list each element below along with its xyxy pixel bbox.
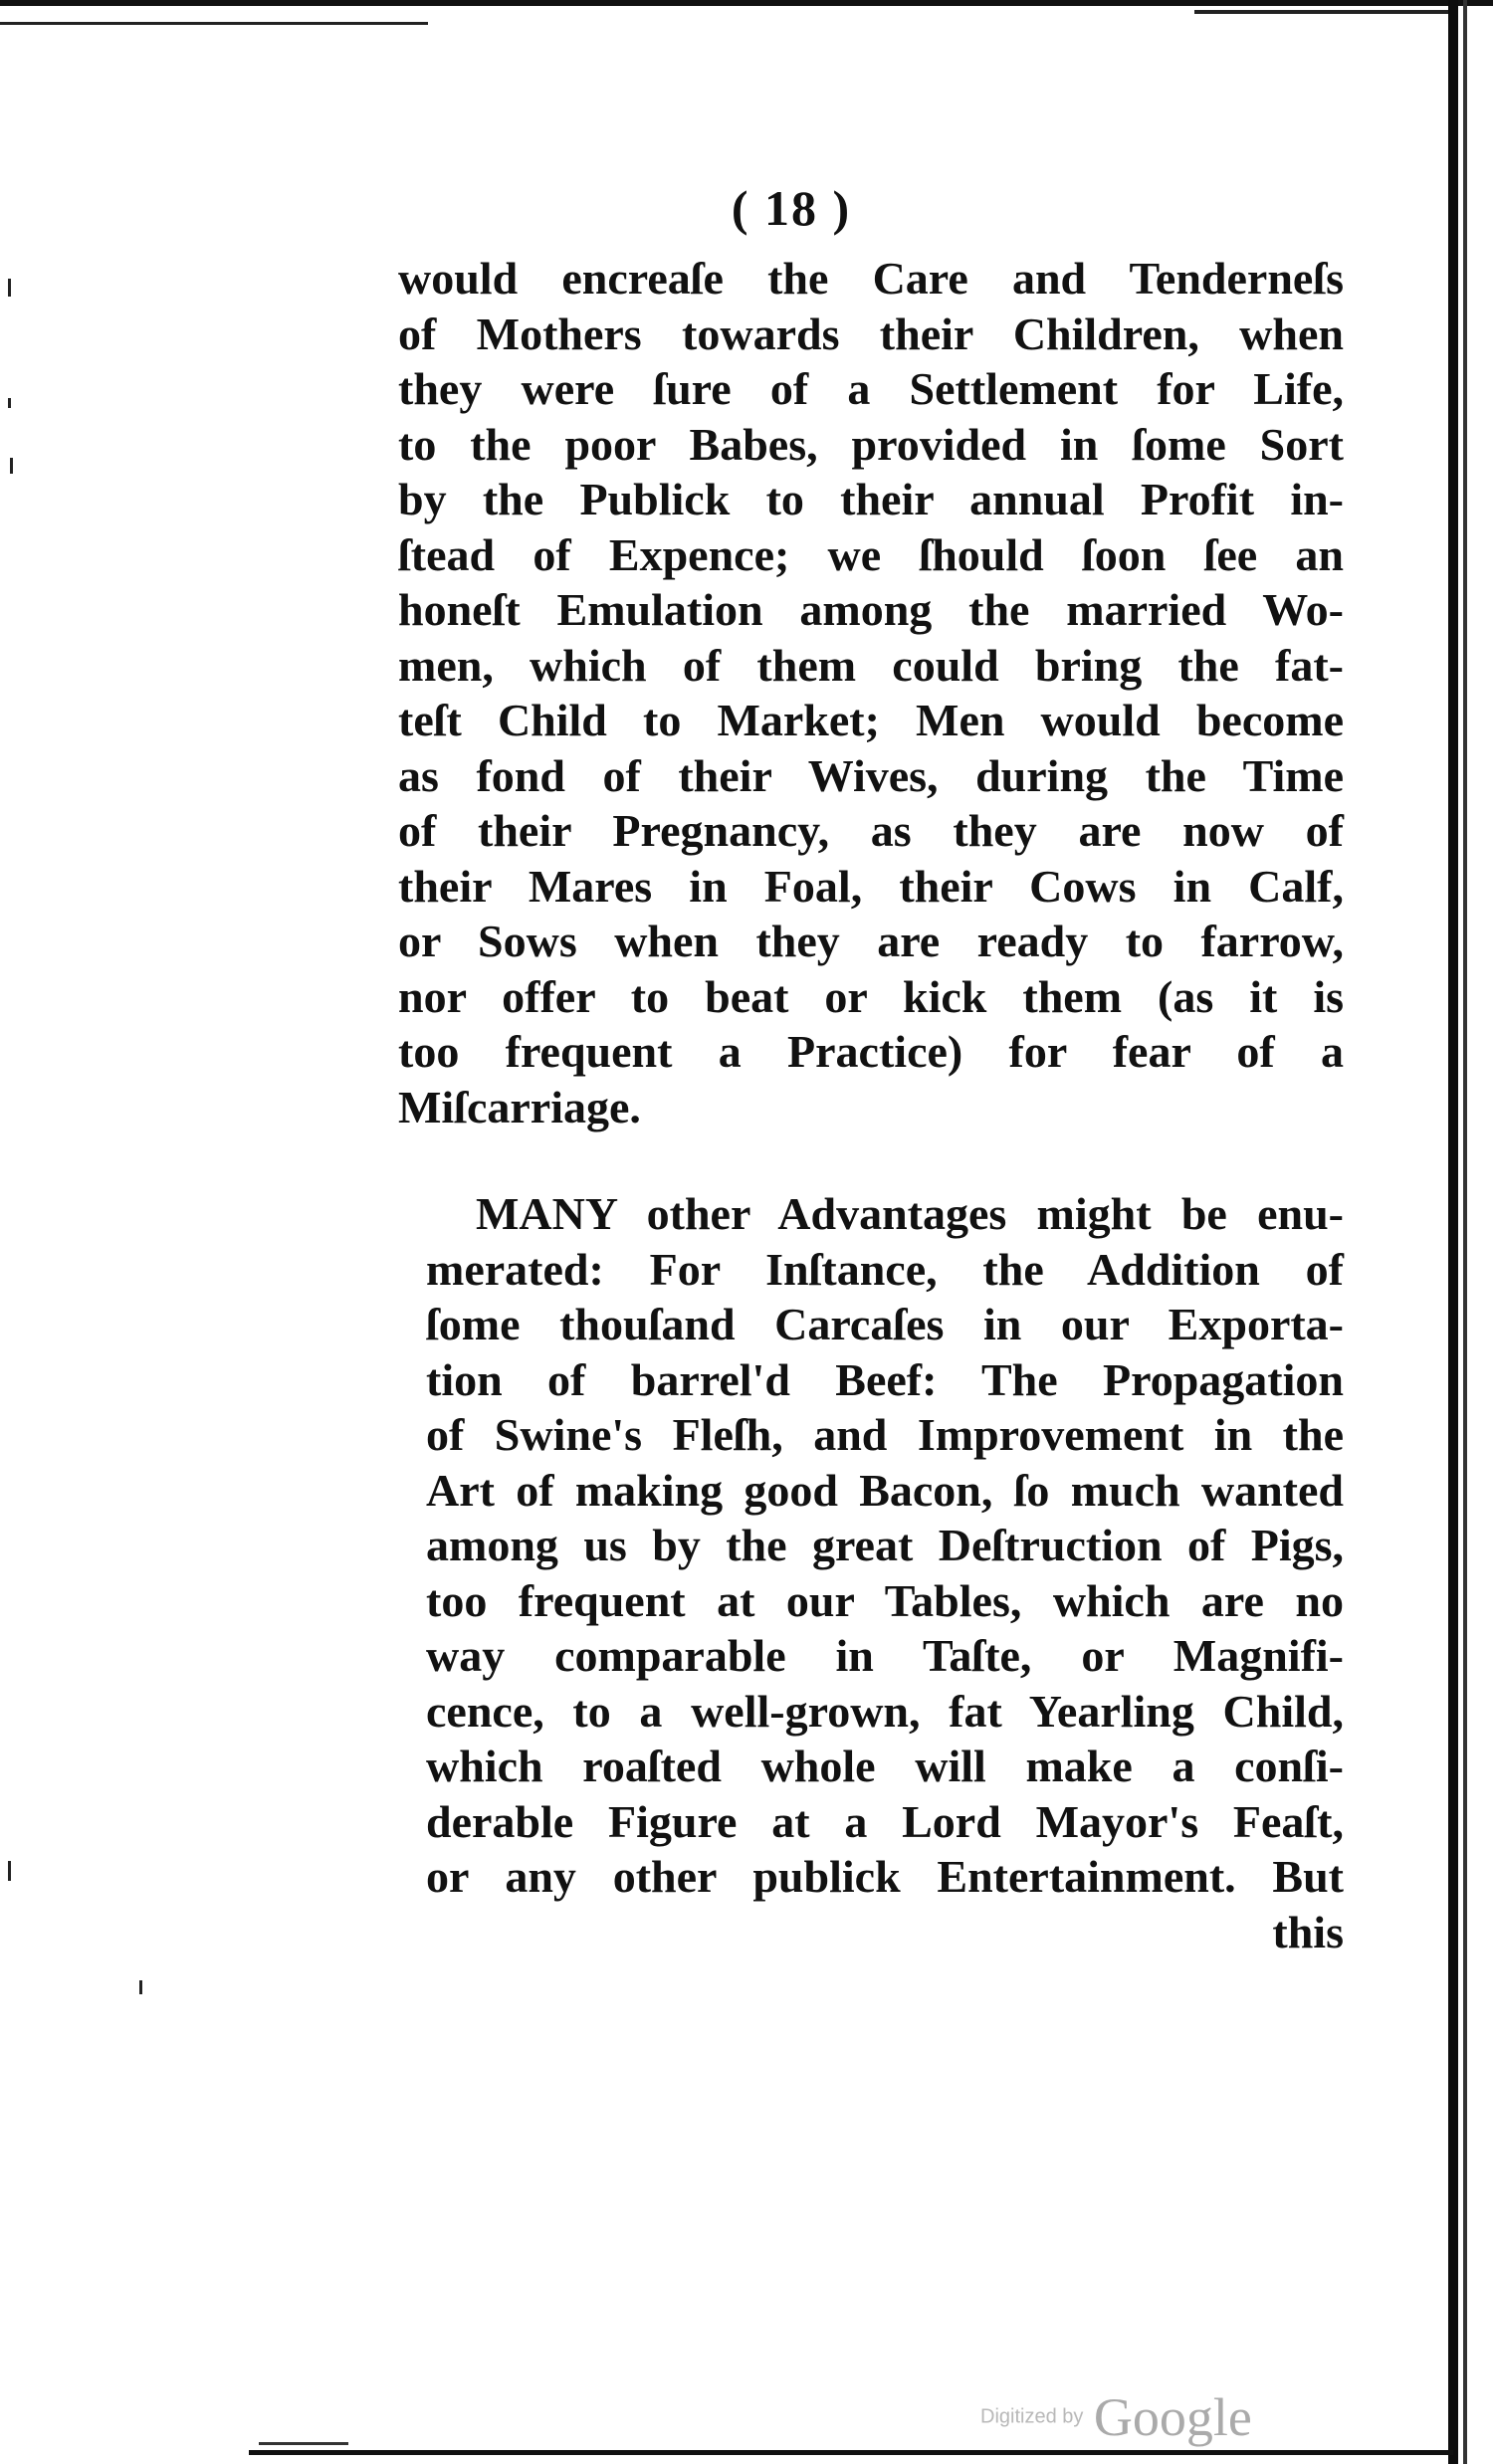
text-line: too frequent a Practice) for fear of a [398, 1026, 1344, 1077]
text-line: among us by the great Deſtruction of Pigs, [426, 1520, 1344, 1570]
top-border-rule-fragment [1194, 10, 1453, 14]
margin-speck [8, 398, 11, 408]
text-line: would encreaſe the Care and Tenderneſs [398, 253, 1344, 304]
paragraph-1 [398, 251, 1344, 1134]
text-line: honeſt Emulation among the married Wo- [398, 584, 1344, 635]
text-line: too frequent at our Tables, which are no [426, 1574, 1344, 1626]
google-logo: Google [1093, 2387, 1252, 2447]
digitized-watermark [980, 2386, 1252, 2448]
margin-speck [139, 1980, 142, 1994]
text-line: of Swine's Fleſh, and Improvement in the [426, 1409, 1344, 1460]
text-line: teſt Child to Market; Men would become [398, 695, 1344, 745]
text-line: as fond of their Wives, during the Time [398, 749, 1344, 801]
text-line: merated: For Inſtance, the Addition of [426, 1243, 1344, 1295]
text-line: men, which of them could bring the fat- [398, 639, 1344, 691]
text-line: to the poor Babes, provided in ſome Sort [398, 418, 1344, 470]
text-line: derable Figure at a Lord Mayor's Feaſt, [426, 1795, 1344, 1847]
top-border-rule-fragment [0, 22, 428, 25]
text-line: their Mares in Foal, their Cows in Calf, [398, 860, 1344, 912]
paragraph-2 [398, 1186, 1344, 1959]
text-line: cence, to a well-grown, fat Yearling Child, [426, 1685, 1344, 1737]
text-line: or Sows when they are ready to farrow, [398, 916, 1344, 966]
text-line: nor offer to beat or kick them (as it is [398, 970, 1344, 1022]
catchword: this [1272, 1906, 1344, 1957]
text-line: of their Pregnancy, as they are now of [398, 805, 1344, 856]
text-line: way comparable in Taſte, or Magnifi- [426, 1630, 1344, 1681]
margin-speck [8, 1861, 11, 1881]
text-line: ſome thouſand Carcaſes in our Exporta- [426, 1299, 1344, 1349]
text-line: of Mothers towards their Children, when [398, 308, 1344, 359]
page-number: ( 18 ) [731, 180, 852, 236]
margin-speck [8, 279, 11, 297]
text-line: ſtead of Expence; we ſhould ſoon ſee an [398, 528, 1344, 580]
text-line: which roaſted whole will make a conſi- [426, 1741, 1344, 1791]
top-border-rule [0, 0, 1493, 6]
margin-speck [10, 458, 13, 474]
text-line: by the Publick to their annual Profit in- [398, 474, 1344, 524]
bottom-border-rule [249, 2450, 1453, 2455]
binding-edge-shadow [1463, 0, 1467, 2464]
text-line: they were ſure of a Settlement for Life, [398, 363, 1344, 414]
binding-edge [1448, 0, 1458, 2464]
text-line: tion of barrel'd Beef: The Propagation [426, 1353, 1344, 1405]
bottom-border-rule-fragment [259, 2442, 348, 2445]
text-line: Art of making good Bacon, ſo much wanted [426, 1464, 1344, 1516]
text-line: or any other publick Entertainment. But [426, 1851, 1344, 1902]
text-line: MANY other Advantages might be enu- [476, 1188, 1344, 1239]
text-line: Miſcarriage. [398, 1081, 641, 1132]
watermark-prefix: Digitized by [980, 2405, 1084, 2428]
